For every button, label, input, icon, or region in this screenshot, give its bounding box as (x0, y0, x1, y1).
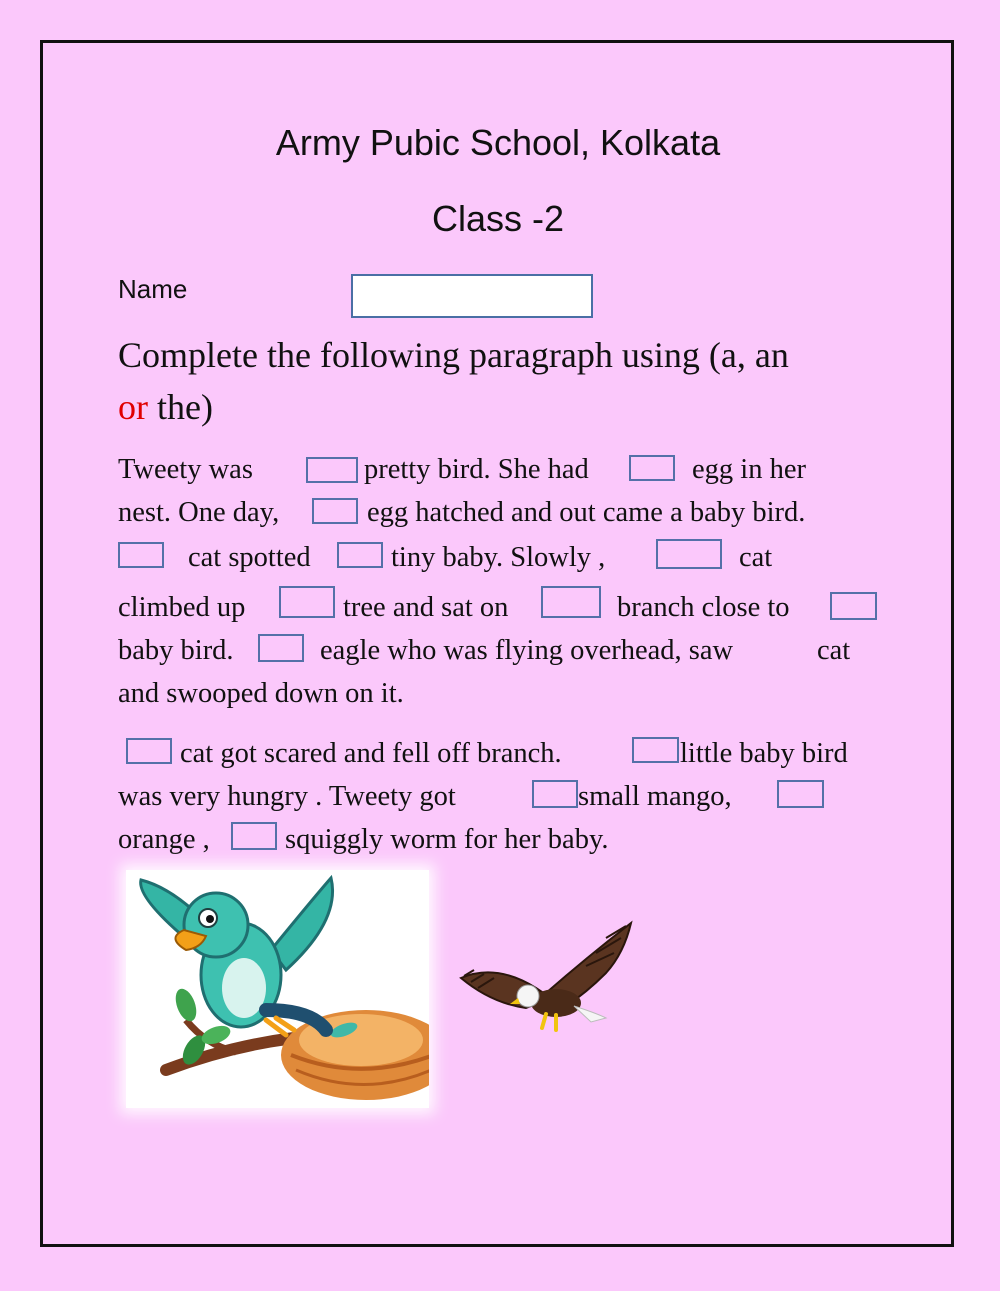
school-title: Army Pubic School, Kolkata (275, 122, 721, 163)
eagle-icon (456, 918, 656, 1048)
p1-text: egg in her (692, 454, 806, 485)
answer-blank-10[interactable] (258, 634, 304, 662)
p1-text: cat (817, 635, 851, 666)
p1-text: pretty bird. She had (364, 454, 589, 485)
answer-blank-8[interactable] (541, 586, 601, 618)
p2-text: was very hungry . Tweety got (118, 781, 456, 812)
p2-text: cat got scared and fell off branch. (180, 738, 562, 769)
p1-text: and swooped down on it. (118, 678, 404, 709)
answer-blank-15[interactable] (231, 822, 277, 850)
answer-blank-9[interactable] (830, 592, 877, 620)
answer-blank-5[interactable] (337, 542, 383, 568)
p1-text: branch close to (617, 592, 790, 623)
eagle-illustration (456, 918, 656, 1048)
p2-text: orange , (118, 824, 210, 855)
answer-blank-4[interactable] (118, 542, 164, 568)
p2-text: squiggly worm for her baby. (285, 824, 609, 855)
answer-blank-13[interactable] (532, 780, 578, 808)
p1-text: tree and sat on (343, 592, 509, 623)
instruction-line-1: Complete the following paragraph using (a, an (118, 335, 789, 375)
instruction-line-2 (118, 386, 213, 428)
p2-text: little baby bird (680, 738, 848, 769)
instruction-the: the) (148, 387, 213, 427)
p1-text: cat (739, 542, 773, 573)
bird-nest-illustration (126, 870, 429, 1108)
p2-text: small mango, (578, 781, 732, 812)
p1-text: eagle who was flying overhead, saw (320, 635, 734, 666)
answer-blank-11[interactable] (126, 738, 172, 764)
name-input[interactable] (351, 274, 593, 318)
instruction-or: or (118, 387, 148, 427)
p1-text: cat spotted (188, 542, 311, 573)
answer-blank-6[interactable] (656, 539, 722, 569)
p1-text: Tweety was (118, 454, 253, 485)
answer-blank-2[interactable] (629, 455, 675, 481)
bird-icon (126, 870, 429, 1108)
answer-blank-14[interactable] (777, 780, 824, 808)
name-label: Name (118, 274, 188, 304)
answer-blank-3[interactable] (312, 498, 358, 524)
p1-text: nest. One day, (118, 497, 280, 528)
p1-text: egg hatched and out came a baby bird. (367, 497, 806, 528)
answer-blank-1[interactable] (306, 457, 358, 483)
class-title: Class -2 (431, 198, 565, 239)
answer-blank-7[interactable] (279, 586, 335, 618)
p1-text: climbed up (118, 592, 246, 623)
p1-text: tiny baby. Slowly , (391, 542, 606, 573)
p1-text: baby bird. (118, 635, 234, 666)
answer-blank-12[interactable] (632, 737, 679, 763)
